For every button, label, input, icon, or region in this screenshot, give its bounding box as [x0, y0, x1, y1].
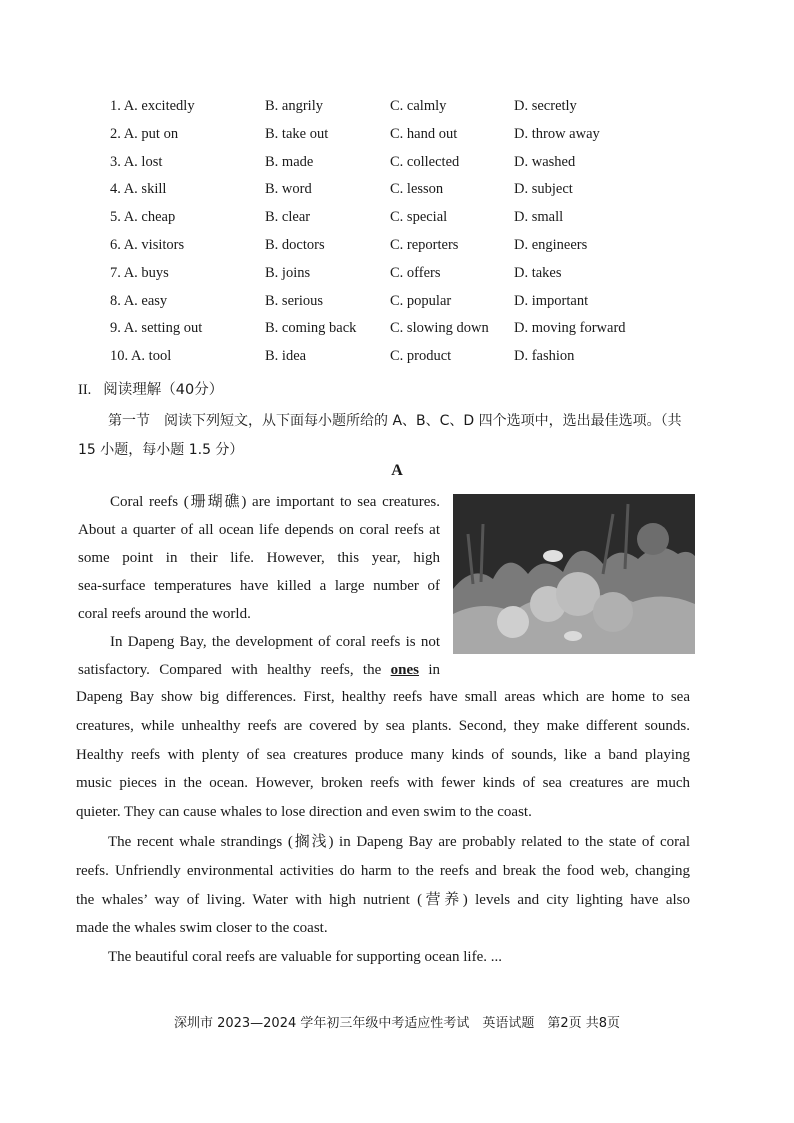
page-footer: 深圳市 2023—2024 学年初三年级中考适应性考试 英语试题 第2页 共8页: [173, 1016, 621, 1031]
option-row: [110, 316, 670, 344]
paragraph-2-line: quieter. They can cause whales to lose direction and even swim to the coast.: [76, 804, 532, 821]
option-choice: 5. A. cheap: [110, 209, 176, 226]
option-choice: 9. A. setting out: [110, 320, 203, 337]
option-choice: B. coming back: [265, 320, 357, 337]
paragraph-1: [78, 488, 440, 628]
paragraph-3-line: the whales’ way of living. Water with high nutrient (营养) levels and city lighting have also: [76, 891, 690, 908]
option-choice: D. throw away: [514, 125, 600, 142]
option-choice: 1. A. excitedly: [110, 98, 195, 114]
option-choice: B. joins: [265, 264, 311, 281]
option-choice: D. subject: [514, 181, 573, 198]
option-row: [110, 233, 670, 261]
paragraph-2-intro: [78, 628, 440, 684]
option-choice: D. fashion: [514, 348, 575, 365]
option-choice: 6. A. visitors: [110, 236, 185, 253]
underlined-word-ones: ones: [390, 662, 419, 678]
option-row: [110, 261, 670, 289]
option-choice: B. clear: [265, 209, 311, 226]
option-choice: C. reporters: [390, 236, 459, 253]
option-choice: D. secretly: [514, 98, 577, 114]
option-choice: D. important: [514, 292, 589, 309]
option-choice: 4. A. skill: [110, 181, 167, 198]
option-choice: 8. A. easy: [110, 292, 168, 309]
paragraph-2-line: Healthy reefs with plenty of sea creatures produce many kinds of sounds, like a band playing: [76, 746, 690, 763]
option-choice: C. special: [390, 209, 448, 226]
section-title: 阅读理解（40分）: [103, 382, 224, 398]
option-row: [110, 150, 670, 178]
paragraph-1-line: coral reefs around the world.: [78, 606, 251, 622]
option-choice: D. moving forward: [514, 320, 626, 337]
option-choice: D. takes: [514, 264, 562, 281]
option-row: [110, 122, 670, 150]
option-choice: 10. A. tool: [110, 348, 172, 365]
paragraph-1-line: some point in their life. However, this year, high: [78, 550, 440, 566]
paragraph-2-line-2: [78, 656, 440, 684]
option-row: [110, 289, 670, 317]
option-choice: C. slowing down: [390, 320, 489, 337]
paragraph-1-line: Coral reefs (珊瑚礁) are important to sea creatures.: [110, 494, 440, 510]
paragraph-2-line-2-end: in: [428, 662, 441, 678]
option-row: [110, 205, 670, 233]
paragraph-3-line: reefs. Unfriendly environmental activities do harm to the reefs and break the food web, changing: [76, 862, 690, 879]
paragraph-1-line: sea-surface temperatures have killed a large number of: [78, 578, 440, 594]
paragraph-2-line-2-text: satisfactory. Compared with healthy reefs, the: [78, 662, 382, 678]
option-choice: B. doctors: [265, 236, 325, 253]
option-choice: C. popular: [390, 292, 452, 309]
section-heading: [78, 378, 223, 399]
option-choice: C. product: [390, 348, 452, 365]
option-choice: C. hand out: [390, 125, 458, 142]
paragraph-4: [76, 943, 690, 972]
section-number: II.: [78, 382, 92, 398]
passage-title: A: [391, 462, 403, 479]
option-choice: C. calmly: [390, 98, 447, 114]
option-choice: B. idea: [265, 348, 307, 365]
paragraph-3-line: made the whales swim closer to the coast.: [76, 920, 328, 937]
option-row: [110, 344, 670, 372]
option-choice: D. washed: [514, 153, 576, 170]
option-choice: C. collected: [390, 153, 460, 170]
option-choice: 3. A. lost: [110, 153, 163, 170]
option-choice: B. word: [265, 181, 312, 198]
paragraph-2-line: creatures, while unhealthy reefs are covered by sea plants. Second, they make different sounds.: [76, 717, 690, 734]
paragraph-2-line: music pieces in the ocean. However, broken reefs with fewer kinds of sea creatures are much: [76, 775, 690, 792]
option-choice: C. offers: [390, 264, 441, 281]
option-choice: B. made: [265, 153, 314, 170]
option-choice: C. lesson: [390, 181, 444, 198]
paragraph-2-body: [76, 683, 690, 827]
option-row: [110, 94, 670, 122]
answer-options-table: [110, 94, 670, 372]
option-choice: D. engineers: [514, 236, 588, 253]
section-instruction: 第一节 阅读下列短文，从下面每小题所给的 A、B、C、D 四个选项中，选出最佳选项。（共 15 小题，每小题 1.5 分）: [78, 413, 682, 458]
paragraph-2-line: Dapeng Bay show big differences. First, healthy reefs have small areas which are home to sea: [76, 689, 690, 705]
paragraph-2-line-1: In Dapeng Bay, the development of coral reefs is not: [110, 634, 440, 650]
option-choice: 2. A. put on: [110, 125, 179, 142]
paragraph-1-line: About a quarter of all ocean life depends on coral reefs at: [78, 522, 440, 538]
option-choice: B. serious: [265, 292, 323, 309]
coral-reef-image: [453, 494, 695, 654]
paragraph-3-line: The recent whale strandings (搁浅) in Dapeng Bay are probably related to the state of coral: [108, 834, 690, 850]
paragraph-4-line: The beautiful coral reefs are valuable for supporting ocean life. ...: [108, 949, 502, 965]
option-choice: D. small: [514, 209, 564, 226]
coral-reef-photo: [453, 494, 695, 654]
paragraph-3: [76, 828, 690, 943]
option-choice: 7. A. buys: [110, 264, 169, 281]
option-row: [110, 177, 670, 205]
option-choice: B. angrily: [265, 98, 323, 114]
option-choice: B. take out: [265, 125, 329, 142]
